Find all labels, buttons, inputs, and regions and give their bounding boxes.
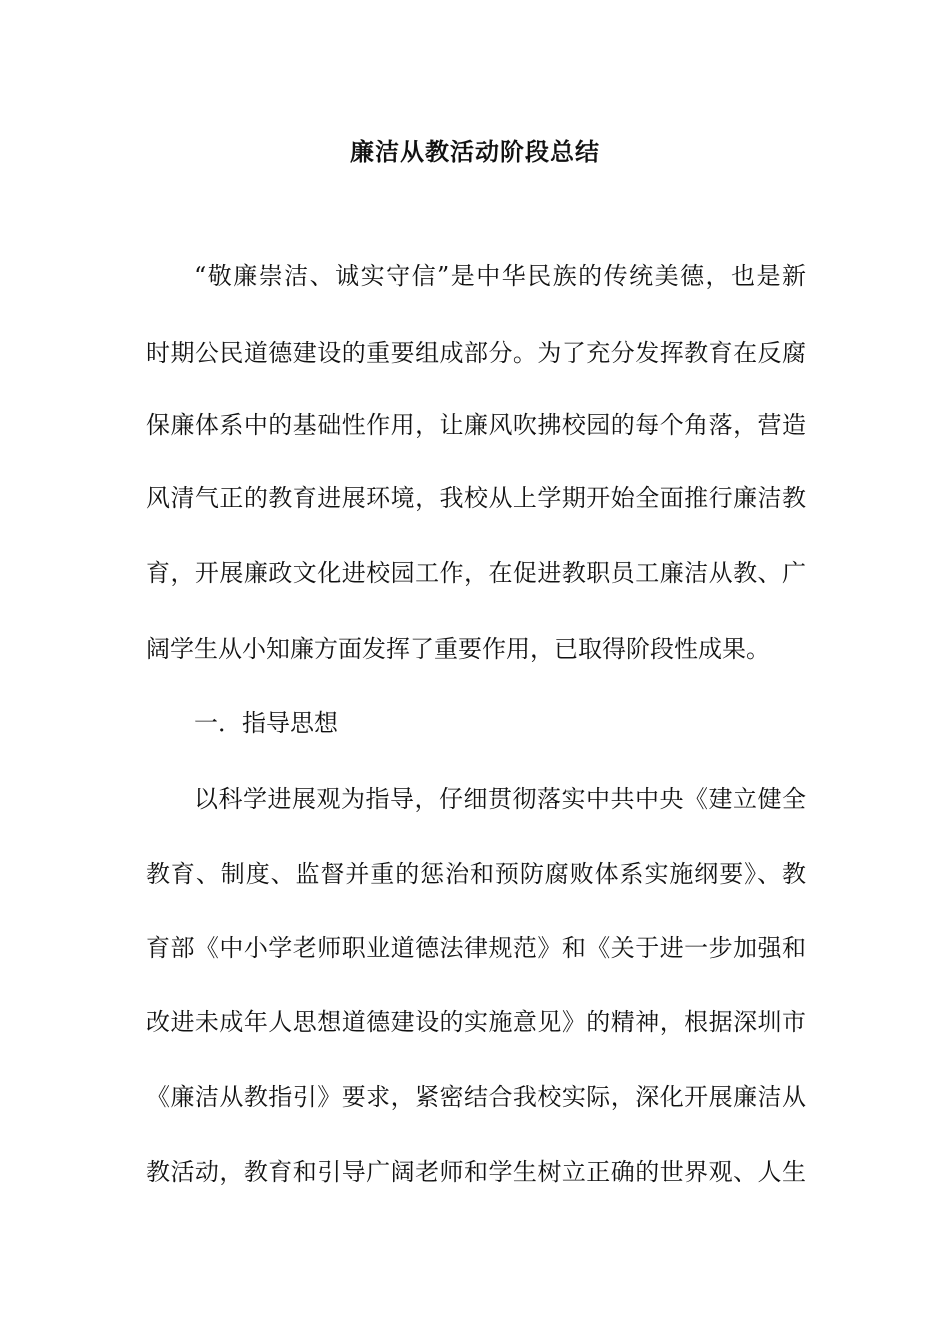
paragraph-line: 教育、制度、监督并重的惩治和预防腐败体系实施纲要》、教 — [146, 860, 806, 888]
paragraph-line: 保廉体系中的基础性作用，让廉风吹拂校园的每个角落，营造 — [146, 411, 806, 439]
paragraph-line: 改进未成年人思想道德建设的实施意见》的精神，根据深圳市 — [146, 1008, 806, 1036]
paragraph-line: 育，开展廉政文化进校园工作，在促进教职员工廉洁从教、广 — [146, 559, 806, 587]
paragraph-line: “敬廉崇洁、诚实守信”是中华民族的传统美德，也是新 — [194, 262, 806, 290]
paragraph-line: 教活动，教育和引导广阔老师和学生树立正确的世界观、人生 — [146, 1158, 806, 1186]
paragraph-line: 育部《中小学老师职业道德法律规范》和《关于进一步加强和 — [146, 934, 806, 962]
paragraph-line: 风清气正的教育进展环境，我校从上学期开始全面推行廉洁教 — [146, 484, 806, 512]
paragraph-line: 以科学进展观为指导，仔细贯彻落实中共中央《建立健全 — [194, 785, 806, 813]
paragraph-line: 阔学生从小知廉方面发挥了重要作用，已取得阶段性成果。 — [146, 635, 770, 663]
document-title: 廉洁从教活动阶段总结 — [350, 137, 600, 166]
paragraph-line: 时期公民道德建设的重要组成部分。为了充分发挥教育在反腐 — [146, 339, 806, 367]
section-heading: 一．指导思想 — [194, 709, 338, 737]
paragraph-line: 《廉洁从教指引》要求，紧密结合我校实际，深化开展廉洁从 — [146, 1083, 806, 1111]
